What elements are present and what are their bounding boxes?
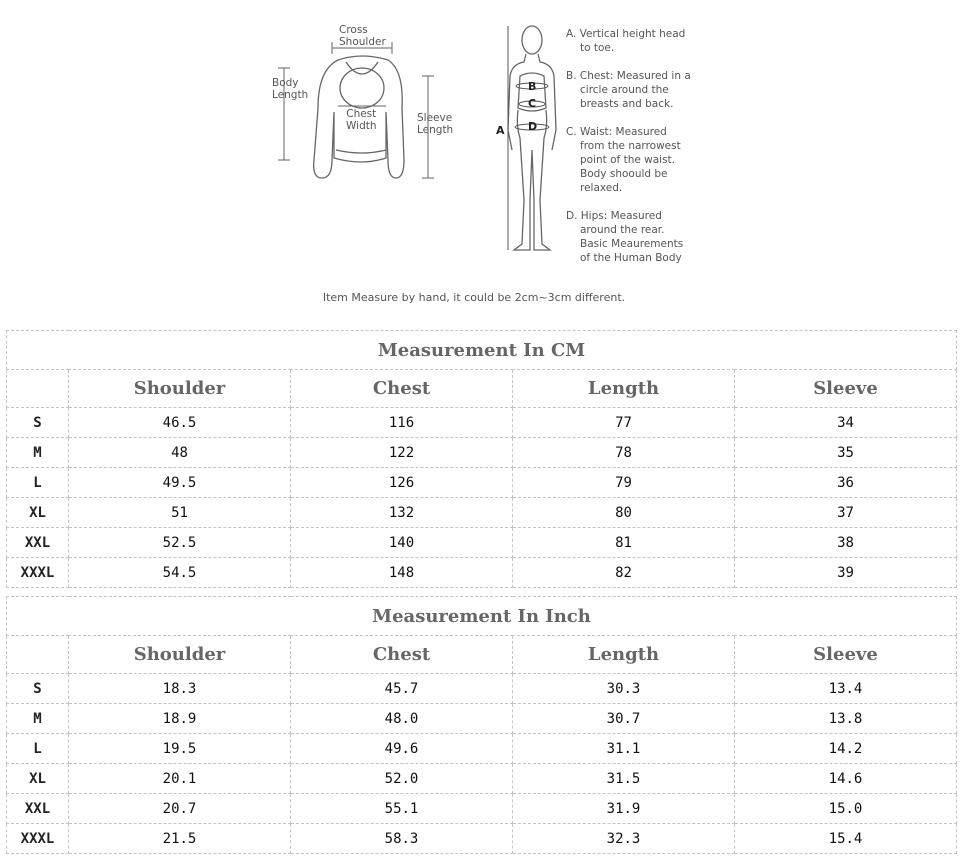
chest-value: 45.7 [291, 674, 513, 704]
table-title-row [7, 597, 957, 636]
letter-a: A [496, 124, 505, 137]
chest-value: 140 [291, 528, 513, 558]
shoulder-value: 46.5 [69, 408, 291, 438]
size-label: S [7, 408, 69, 438]
length-value: 82 [513, 558, 735, 588]
column-header-chest: Chest [291, 370, 513, 408]
shoulder-value: 49.5 [69, 468, 291, 498]
length-value: 80 [513, 498, 735, 528]
human-figure [508, 26, 556, 250]
chest-value: 52.0 [291, 764, 513, 794]
chest-value: 148 [291, 558, 513, 588]
chest-value: 55.1 [291, 794, 513, 824]
table-row [7, 734, 957, 764]
sleeve-value: 37 [735, 498, 957, 528]
size-label: M [7, 704, 69, 734]
table-row [7, 468, 957, 498]
chest-value: 58.3 [291, 824, 513, 854]
size-label: XXL [7, 528, 69, 558]
diagram-drawing [0, 0, 962, 325]
length-value: 32.3 [513, 824, 735, 854]
length-value: 77 [513, 408, 735, 438]
chest-width-label: Chest Width [346, 108, 377, 132]
chest-value: 48.0 [291, 704, 513, 734]
table-row [7, 704, 957, 734]
shoulder-value: 51 [69, 498, 291, 528]
shoulder-value: 18.9 [69, 704, 291, 734]
size-label: XXXL [7, 824, 69, 854]
size-label: XL [7, 764, 69, 794]
column-header-chest: Chest [291, 636, 513, 674]
sleeve-value: 38 [735, 528, 957, 558]
column-header-length: Length [513, 370, 735, 408]
legend-item-b: B. Chest: Measured in a circle around the breasts and back. [566, 70, 691, 110]
column-header-sleeve: Sleeve [735, 370, 957, 408]
shoulder-value: 19.5 [69, 734, 291, 764]
size-label: S [7, 674, 69, 704]
measure-note: Item Measure by hand, it could be 2cm~3cm different. [322, 291, 626, 304]
column-header-sleeve: Sleeve [735, 636, 957, 674]
length-value: 79 [513, 468, 735, 498]
shoulder-value: 20.1 [69, 764, 291, 794]
table-row [7, 794, 957, 824]
body-length-label: Body Length [272, 77, 309, 101]
table-row [7, 438, 957, 468]
length-value: 30.3 [513, 674, 735, 704]
shoulder-value: 18.3 [69, 674, 291, 704]
chest-value: 122 [291, 438, 513, 468]
shoulder-value: 48 [69, 438, 291, 468]
table-title: Measurement In CM [7, 331, 957, 370]
measurement-diagram [0, 0, 962, 325]
table-row [7, 764, 957, 794]
letter-c: C [528, 97, 537, 110]
sleeve-value: 15.0 [735, 794, 957, 824]
size-table-inch [6, 596, 957, 854]
column-header [7, 636, 69, 674]
sleeve-value: 13.4 [735, 674, 957, 704]
table-title-row [7, 331, 957, 370]
length-value: 31.1 [513, 734, 735, 764]
legend-item-a: A. Vertical height head to toe. [566, 28, 686, 54]
sleeve-value: 14.2 [735, 734, 957, 764]
size-label: XL [7, 498, 69, 528]
sleeve-value: 13.8 [735, 704, 957, 734]
length-value: 31.5 [513, 764, 735, 794]
cross-shoulder-label: Cross Shoulder [339, 24, 386, 48]
chest-value: 49.6 [291, 734, 513, 764]
legend-item-c: C. Waist: Measured from the narrowest point of the waist. Body shoould be relaxed. [566, 126, 681, 194]
shoulder-value: 52.5 [69, 528, 291, 558]
sleeve-value: 35 [735, 438, 957, 468]
table-row [7, 558, 957, 588]
column-header-shoulder: Shoulder [69, 636, 291, 674]
column-header [7, 370, 69, 408]
table-row [7, 824, 957, 854]
length-value: 81 [513, 528, 735, 558]
letter-b: B [528, 80, 537, 93]
shoulder-value: 21.5 [69, 824, 291, 854]
sleeve-length-label: Sleeve Length [417, 112, 454, 136]
chest-value: 126 [291, 468, 513, 498]
column-header-shoulder: Shoulder [69, 370, 291, 408]
legend-item-d: D. Hips: Measured around the rear. Basic Meaurements of the Human Body [566, 210, 684, 264]
body-measure-lines [508, 26, 549, 250]
table-row [7, 528, 957, 558]
size-label: L [7, 468, 69, 498]
sleeve-value: 15.4 [735, 824, 957, 854]
shoulder-value: 20.7 [69, 794, 291, 824]
size-table-cm [6, 330, 957, 588]
table-title: Measurement In Inch [7, 597, 957, 636]
table-header-row [7, 636, 957, 674]
table-row [7, 408, 957, 438]
letter-d: D [528, 120, 538, 133]
column-header-length: Length [513, 636, 735, 674]
size-label: XXXL [7, 558, 69, 588]
sleeve-value: 36 [735, 468, 957, 498]
length-value: 78 [513, 438, 735, 468]
size-label: M [7, 438, 69, 468]
sleeve-value: 39 [735, 558, 957, 588]
shoulder-value: 54.5 [69, 558, 291, 588]
length-value: 31.9 [513, 794, 735, 824]
sleeve-value: 14.6 [735, 764, 957, 794]
chest-value: 116 [291, 408, 513, 438]
table-header-row [7, 370, 957, 408]
size-label: XXL [7, 794, 69, 824]
table-row [7, 498, 957, 528]
chest-value: 132 [291, 498, 513, 528]
sleeve-value: 34 [735, 408, 957, 438]
table-row [7, 674, 957, 704]
size-label: L [7, 734, 69, 764]
length-value: 30.7 [513, 704, 735, 734]
